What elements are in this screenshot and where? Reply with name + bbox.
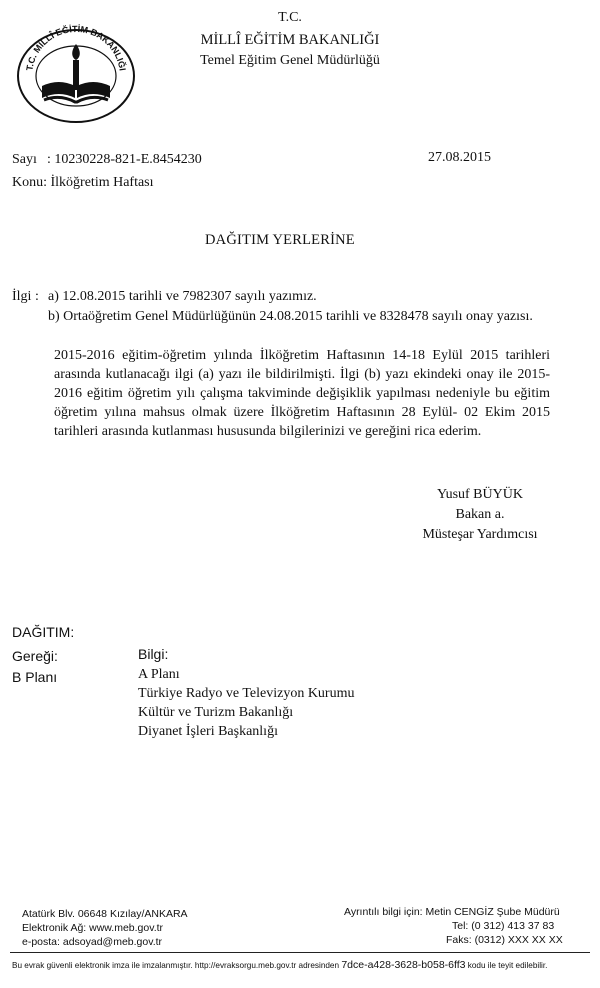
body-text: 2015-2016 eğitim-öğretim yılında İlköğretim Haftasının 14-18 Eylül 2015 tarihleri arasında kutlanacağı ilgi (a) yazı ile bildirilmişti. İlgi (b) yazı ekindeki onay ile 2015-2016 eğitim öğretim yılı çalışma takviminde değişiklik yapılması nedeniyle bu eğitim öğretim yılına mahsus olmak üzere İlköğretim Haftasının 28 Eylül- 02 Ekim 2015 tarihleri arasında kutlanması hususunda bilgilerinizi ve gereğini rica ederim. xyxy=(54,348,550,439)
distribution-geregi-item: B Planı xyxy=(12,669,58,685)
footer-divider xyxy=(10,952,590,953)
footer-web: Elektronik Ağ: www.meb.gov.tr xyxy=(22,922,164,934)
header-directorate: Temel Eğitim Genel Müdürlüğü xyxy=(200,53,380,68)
subject-line: Konu: İlköğretim Haftası xyxy=(12,175,154,190)
distribution-bilgi-item: Türkiye Radyo ve Televizyon Kurumu xyxy=(138,686,355,701)
distribution-bilgi-item: Kültür ve Turizm Bakanlığı xyxy=(138,705,294,720)
distribution-heading: DAĞITIM: xyxy=(12,624,75,640)
header-tc: T.C. xyxy=(278,10,302,25)
footer-address: Atatürk Blv. 06648 Kızılay/ANKARA xyxy=(22,908,188,920)
document-date: 27.08.2015 xyxy=(428,150,491,165)
sayi-value: : 10230228-821-E.8454230 xyxy=(47,152,202,167)
footer-verification xyxy=(12,959,547,971)
footer-fax: Faks: (0312) XXX XX XX xyxy=(446,934,563,946)
ministry-seal-logo xyxy=(14,14,138,124)
distribution-bilgi-label: Bilgi: xyxy=(138,646,169,662)
footer-contact: Ayrıntılı bilgi için: Metin CENGİZ Şube Müdürü xyxy=(344,906,560,918)
reference-b: b) Ortaöğretim Genel Müdürlüğünün 24.08.2015 tarihli ve 8328478 sayılı onay yazısı. xyxy=(48,309,533,324)
verify-suffix: kodu ile teyit edilebilir. xyxy=(465,961,548,970)
distribution-bilgi-item: A Planı xyxy=(138,667,180,682)
addressee: DAĞITIM YERLERİNE xyxy=(205,232,355,248)
signatory-name: Yusuf BÜYÜK xyxy=(437,487,523,502)
reference-label: İlgi : xyxy=(12,289,39,304)
footer-tel: Tel: (0 312) 413 37 83 xyxy=(452,920,555,932)
footer-email: e-posta: adsoyad@meb.gov.tr xyxy=(22,936,163,948)
signatory-title: Bakan a. xyxy=(455,507,505,522)
sayi-label: Sayı xyxy=(12,152,37,167)
signatory-role: Müsteşar Yardımcısı xyxy=(422,527,538,542)
reference-a: a) 12.08.2015 tarihli ve 7982307 sayılı yazımız. xyxy=(48,289,317,304)
body-paragraph xyxy=(54,346,550,441)
distribution-geregi-label: Gereği: xyxy=(12,648,58,664)
svg-text:T.C. MİLLÎ EĞİTİM BAKANLIĞI: T.C. MİLLÎ EĞİTİM BAKANLIĞI xyxy=(24,23,128,72)
distribution-bilgi-item: Diyanet İşleri Başkanlığı xyxy=(138,724,278,739)
header-ministry: MİLLÎ EĞİTİM BAKANLIĞI xyxy=(200,32,380,48)
verify-code: 7dce-a428-3628-b058-6ff3 xyxy=(341,959,466,971)
verify-prefix: Bu evrak güvenli elektronik imza ile imzalanmıştır. http://evraksorgu.meb.gov.tr adresinden xyxy=(12,961,342,970)
